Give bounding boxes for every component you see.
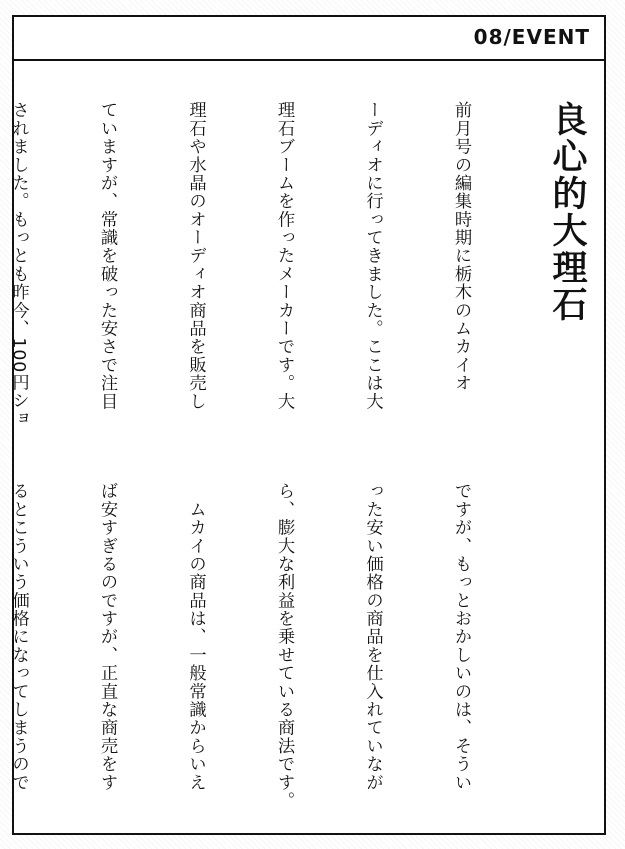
text-line: されました。もっとも昨今、100円ショ	[8, 101, 29, 428]
article-title: 良心的大理石	[547, 101, 587, 323]
text-line: った安い価格の商品を仕入れていなが	[362, 482, 383, 792]
text-line: ムカイの商品は、一般常識からいえ	[185, 482, 206, 792]
article-frame	[8, 15, 606, 835]
text-line: ら、膨大な利益を乗せている商法です。	[274, 482, 294, 810]
text-line: ですが、もっとおかしいのは、そうい	[451, 482, 471, 792]
text-line: ーディオに行ってきました。ここは大	[362, 101, 383, 411]
text-line: ていますが、常識を破った安さで注目	[97, 101, 117, 411]
text-line: るとこういう価格になってしまうので	[8, 482, 29, 792]
section-header	[14, 17, 604, 61]
text-line: 前月号の編集時期に栃木のムカイオ	[451, 101, 471, 393]
text-line: 理石や水晶のオーディオ商品を販売し	[185, 101, 206, 411]
text-line: 理石ブームを作ったメーカーです。大	[274, 101, 294, 411]
text-line: ば安すぎるのですが、正直な商売をす	[97, 482, 117, 792]
section-label: 08/EVENT	[473, 25, 590, 49]
body-column-top	[0, 101, 534, 447]
body-column-bottom	[0, 482, 534, 828]
